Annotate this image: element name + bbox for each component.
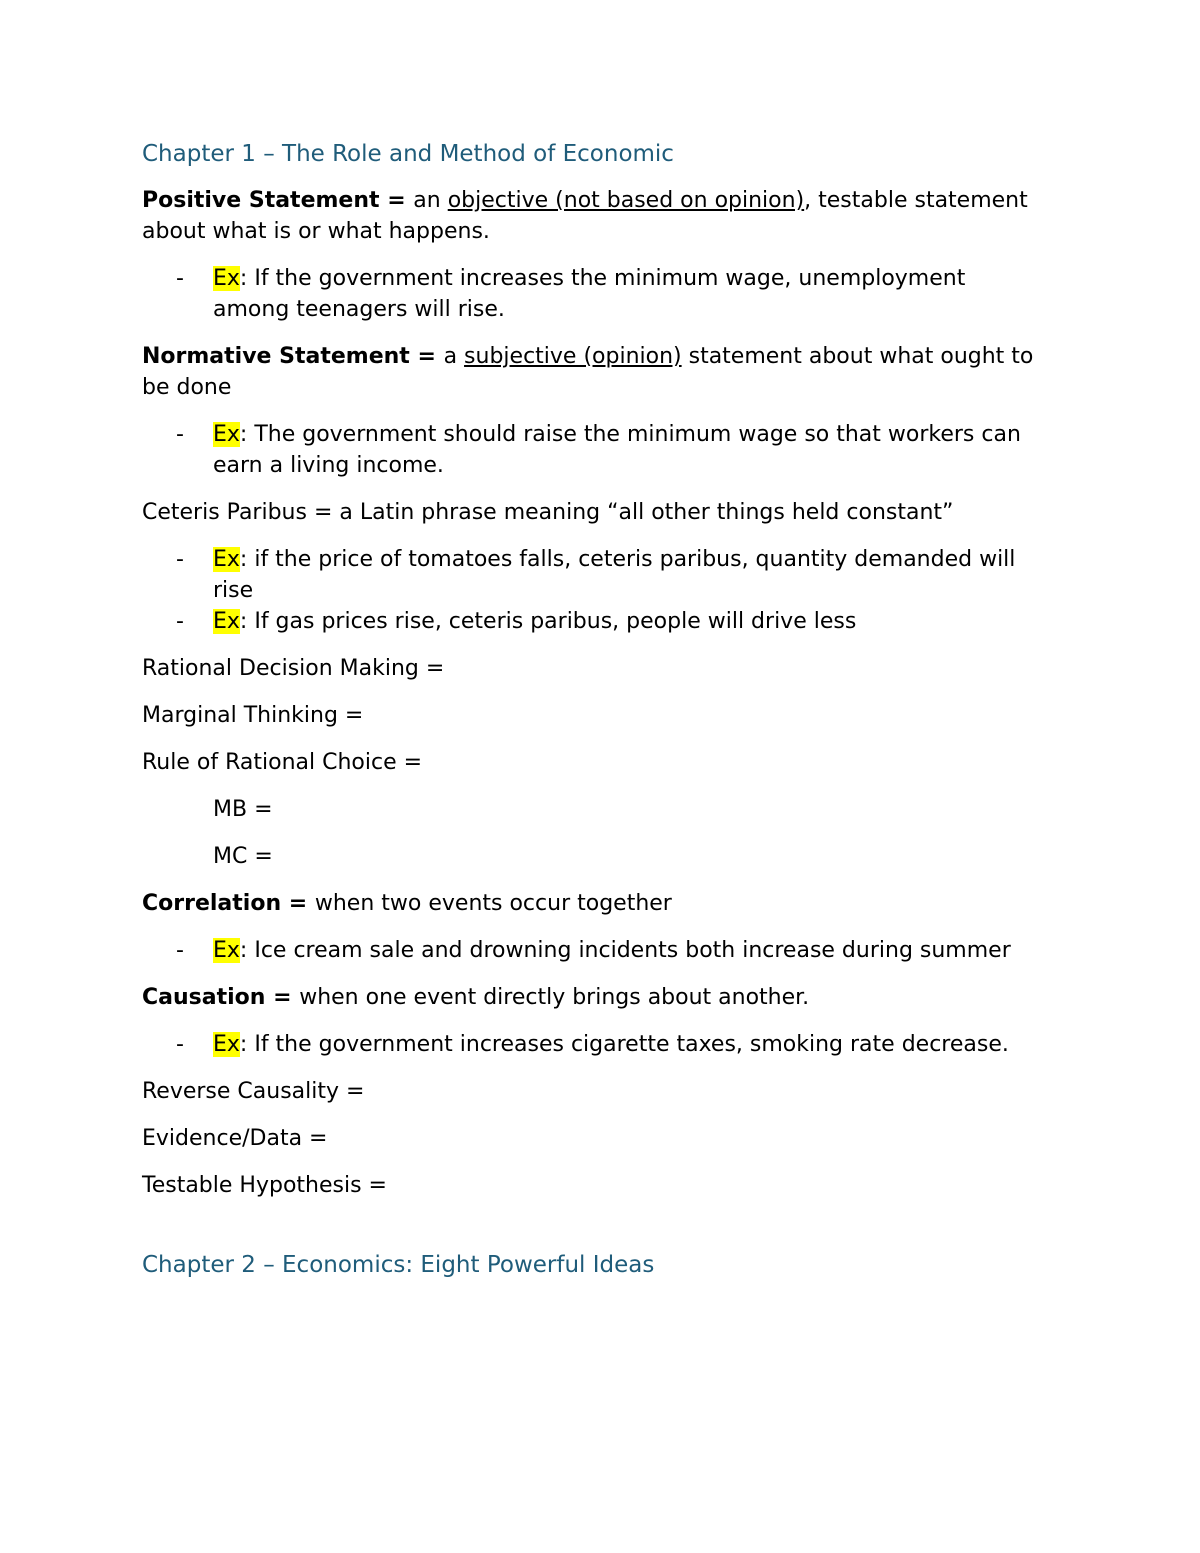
testable-hypothesis: Testable Hypothesis = [142,1173,387,1198]
dash-bullet: - [176,938,184,963]
ceteris-paribus-definition: Ceteris Paribus = a Latin phrase meaning “all other things held constant” [142,500,954,525]
example-label: Ex [213,266,240,291]
document-content [142,138,1042,1282]
reverse-causality: Reverse Causality = [142,1079,365,1104]
equals-sign: = [379,188,414,213]
dash-bullet: - [176,609,184,634]
example-label: Ex [213,547,240,572]
rational-decision-making: Rational Decision Making = [142,656,445,681]
example-item [142,1029,1042,1060]
normative-statement-term: Normative Statement [142,344,410,369]
definition-text: a [443,344,465,369]
dash-bullet: - [176,422,184,447]
definition-text: when two events occur together [314,891,672,916]
dash-bullet: - [176,547,184,572]
example-list [142,419,1042,481]
causation-definition [142,982,1042,1013]
equals-sign: = [281,891,315,916]
example-list [142,263,1042,325]
definition-text: statement about what ought to be done [142,344,1034,400]
definition-text: when one event directly brings about another. [299,985,810,1010]
example-text: : if the price of tomatoes falls, ceteris paribus, quantity demanded will rise [213,547,1016,603]
example-list [142,935,1042,966]
underlined-phrase: objective (not based on opinion) [447,188,805,213]
normative-statement-definition [142,341,1042,403]
example-text: : If the government increases the minimum wage, unemployment among teenagers will rise. [213,266,966,322]
dash-bullet: - [176,266,184,291]
example-text: : If gas prices rise, ceteris paribus, people will drive less [239,609,857,634]
example-text: : The government should raise the minimum wage so that workers can earn a living income. [213,422,1021,478]
example-item [142,263,1042,325]
example-label: Ex [213,422,240,447]
correlation-term: Correlation [142,891,282,916]
definition-text: an [413,188,448,213]
example-item [142,419,1042,481]
example-label: Ex [213,609,240,634]
evidence-data: Evidence/Data = [142,1126,328,1151]
example-item [142,606,1042,637]
definition-text: , testable statement about what is or what happens. [142,188,1028,244]
positive-statement-term: Positive Statement [142,188,380,213]
correlation-definition [142,888,1042,919]
example-label: Ex [213,1032,240,1057]
positive-statement-definition [142,185,1042,247]
marginal-cost: MC = [213,844,273,869]
causation-term: Causation [142,985,266,1010]
example-label: Ex [213,938,240,963]
example-item [142,935,1042,966]
equals-sign: = [265,985,300,1010]
example-list [142,1029,1042,1060]
example-text: : If the government increases cigarette taxes, smoking rate decrease. [239,1032,1009,1057]
dash-bullet: - [176,1032,184,1057]
equals-sign: = [409,344,444,369]
example-text: : Ice cream sale and drowning incidents both increase during summer [239,938,1011,963]
marginal-thinking: Marginal Thinking = [142,703,364,728]
example-item [142,544,1042,606]
underlined-phrase: subjective (opinion) [464,344,682,369]
marginal-benefit: MB = [213,797,273,822]
rule-of-rational-choice: Rule of Rational Choice = [142,750,423,775]
chapter-1-heading: Chapter 1 – The Role and Method of Economic [142,141,674,167]
example-list [142,544,1042,637]
chapter-2-heading: Chapter 2 – Economics: Eight Powerful Ideas [142,1252,655,1278]
